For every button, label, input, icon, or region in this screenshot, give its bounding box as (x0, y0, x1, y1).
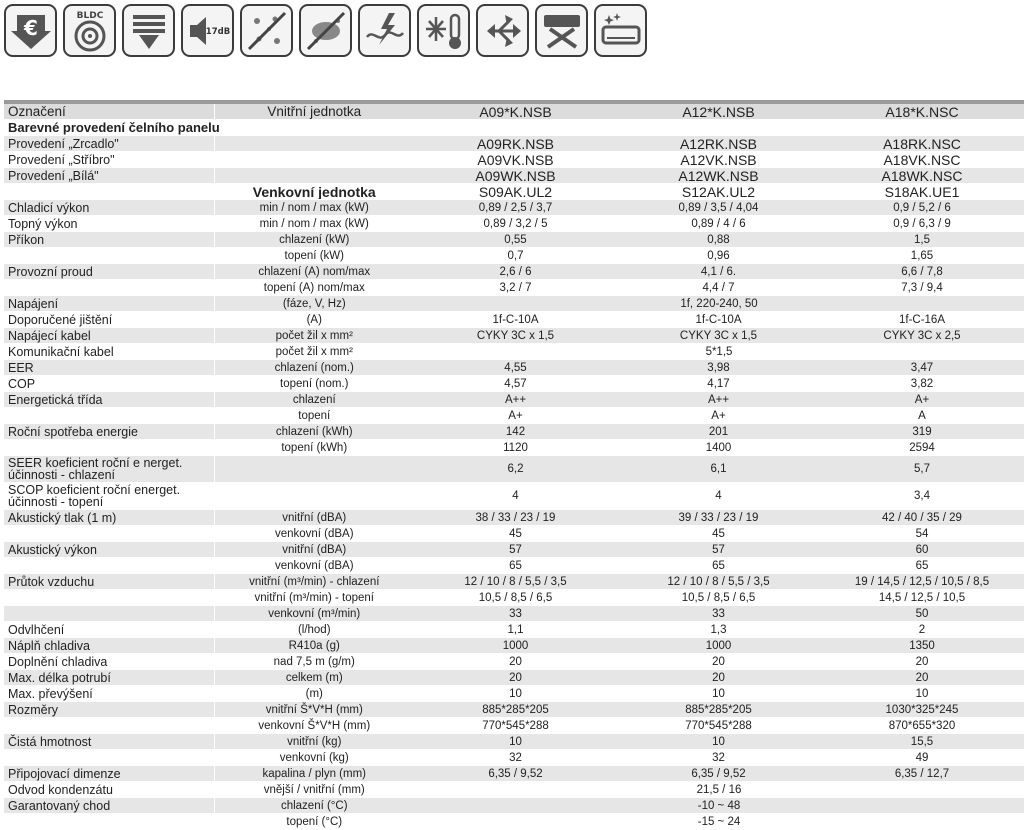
row-unit: venkovní (dBA) (214, 558, 414, 574)
row-value: CYKY 3C x 2,5 (820, 328, 1024, 344)
row-value: 0,89 / 2,5 / 3,7 (414, 200, 617, 216)
row-unit: chlazení (kWh) (214, 424, 414, 440)
row-value: 21,5 / 16 (414, 782, 1024, 798)
table-row (4, 798, 1024, 814)
outdoor-model: S18AK.UE1 (820, 184, 1024, 200)
row-unit: venkovní (m³/min) (214, 606, 414, 622)
row-value: A++ (414, 392, 617, 408)
row-label: Chladicí výkon (4, 200, 214, 216)
table-row (4, 638, 1024, 654)
row-value: 42 / 40 / 35 / 29 (820, 510, 1024, 526)
row-value: 6,35 / 9,52 (617, 766, 820, 782)
row-value: 12 / 10 / 8 / 5,5 / 3,5 (617, 574, 820, 590)
row-value: 20 (414, 654, 617, 670)
row-value: 45 (617, 526, 820, 542)
table-row (4, 440, 1024, 456)
row-value: 1400 (617, 440, 820, 456)
row-value: 65 (820, 558, 1024, 574)
row-value: A+ (820, 392, 1024, 408)
row-unit: topení (kW) (214, 248, 414, 264)
row-value: 1f-C-16A (820, 312, 1024, 328)
header-label: Označení (4, 102, 214, 120)
table-row (4, 734, 1024, 750)
row-value: 1f-C-10A (617, 312, 820, 328)
row-value: 1f, 220-240, 50 (414, 296, 1024, 312)
row-label: Provedení „Bílá" (4, 168, 214, 184)
row-value: 60 (820, 542, 1024, 558)
row-value: 38 / 33 / 23 / 19 (414, 510, 617, 526)
row-value: 4,57 (414, 376, 617, 392)
row-value: 1000 (617, 638, 820, 654)
row-unit: chlazení (°C) (214, 798, 414, 814)
row-label: Akustický tlak (1 m) (4, 510, 214, 526)
row-unit: (l/hod) (214, 622, 414, 638)
table-row (4, 296, 1024, 312)
noise-label: 17dB (205, 26, 230, 37)
table-row (4, 606, 1024, 622)
row-label: SEER koeficient roční e nerget. účinnosti - chlazení (4, 456, 214, 483)
header-model: A12*K.NSB (617, 102, 820, 120)
row-unit: min / nom / max (kW) (214, 216, 414, 232)
bldc-label: BLDC (76, 10, 103, 21)
row-unit: venkovní (kg) (214, 750, 414, 766)
clean-unit-icon (594, 4, 647, 57)
header-model: A09*K.NSB (414, 102, 617, 120)
row-value: 4,4 / 7 (617, 280, 820, 296)
row-unit (214, 456, 414, 483)
row-value: 10 (414, 686, 617, 702)
row-value: 1,65 (820, 248, 1024, 264)
row-label (4, 590, 214, 606)
row-value: 0,9 / 5,2 / 6 (820, 200, 1024, 216)
bldc-fan-icon (63, 4, 116, 57)
table-row (4, 248, 1024, 264)
row-value: 1030*325*245 (820, 702, 1024, 718)
model-code: A09WK.NSB (414, 168, 617, 184)
row-value: 10 (820, 686, 1024, 702)
row-value: -10 ~ 48 (414, 798, 1024, 814)
table-row (4, 574, 1024, 590)
table-row (4, 424, 1024, 440)
table-row (4, 200, 1024, 216)
row-value: -15 ~ 24 (414, 814, 1024, 830)
row-value: 33 (414, 606, 617, 622)
row-value: 49 (820, 750, 1024, 766)
row-unit: R410a (g) (214, 638, 414, 654)
row-value: 0,89 / 3,2 / 5 (414, 216, 617, 232)
row-unit: vnitřní (dBA) (214, 510, 414, 526)
table-header-row (4, 102, 1024, 120)
row-value: 3,98 (617, 360, 820, 376)
row-value: 1f-C-10A (414, 312, 617, 328)
row-value: 20 (617, 670, 820, 686)
row-value: 3,2 / 7 (414, 280, 617, 296)
row-value: 10,5 / 8,5 / 6,5 (414, 590, 617, 606)
row-value: 20 (414, 670, 617, 686)
row-value: 2 (820, 622, 1024, 638)
outdoor-model: S09AK.UL2 (414, 184, 617, 200)
row-value: 0,7 (414, 248, 617, 264)
row-value: 57 (617, 542, 820, 558)
row-value: 54 (820, 526, 1024, 542)
row-label: Akustický výkon (4, 542, 214, 558)
row-unit: vnitřní (m³/min) - topení (214, 590, 414, 606)
row-label: Čistá hmotnost (4, 734, 214, 750)
row-value: 65 (414, 558, 617, 574)
row-label (4, 408, 214, 424)
table-row (4, 670, 1024, 686)
table-row (4, 750, 1024, 766)
row-unit: celkem (m) (214, 670, 414, 686)
row-unit: nad 7,5 m (g/m) (214, 654, 414, 670)
row-unit (214, 483, 414, 510)
row-value: 1,5 (820, 232, 1024, 248)
row-label (4, 750, 214, 766)
row-value: 50 (820, 606, 1024, 622)
row-value: 5*1,5 (414, 344, 1024, 360)
table-row (4, 232, 1024, 248)
row-value: 0,88 (617, 232, 820, 248)
row-value: 885*285*205 (414, 702, 617, 718)
row-label: EER (4, 360, 214, 376)
row-label: Provozní proud (4, 264, 214, 280)
row-unit: vnitřní (kg) (214, 734, 414, 750)
euro-savings-icon (4, 4, 57, 57)
row-unit: vnitřní (m³/min) - chlazení (214, 574, 414, 590)
row-value: 15,5 (820, 734, 1024, 750)
row-value: 20 (617, 654, 820, 670)
row-value: 0,89 / 4 / 6 (617, 216, 820, 232)
row-unit: chlazení (214, 392, 414, 408)
row-label: SCOP koeficient roční energet. účinnosti - topení (4, 483, 214, 510)
row-unit: vnější / vnitřní (mm) (214, 782, 414, 798)
row-value: 6,2 (414, 456, 617, 483)
table-row (4, 344, 1024, 360)
row-value: 57 (414, 542, 617, 558)
row-value: 20 (820, 654, 1024, 670)
row-unit: počet žil x mm² (214, 328, 414, 344)
row-unit: chlazení (kW) (214, 232, 414, 248)
table-row (4, 558, 1024, 574)
row-label: Rozměry (4, 702, 214, 718)
row-value: 19 / 14,5 / 12,5 / 10,5 / 8,5 (820, 574, 1024, 590)
svg-text:€: € (23, 15, 38, 40)
table-row (4, 510, 1024, 526)
table-row (4, 686, 1024, 702)
row-value: 33 (617, 606, 820, 622)
row-value: 1350 (820, 638, 1024, 654)
row-value: 4 (617, 483, 820, 510)
row-value: 1120 (414, 440, 617, 456)
row-value: A (820, 408, 1024, 424)
table-row (4, 782, 1024, 798)
model-code: A09VK.NSB (414, 152, 617, 168)
table-row (4, 814, 1024, 830)
feature-icon-strip (4, 4, 647, 57)
table-row (4, 360, 1024, 376)
row-label (4, 526, 214, 542)
row-value: 6,35 / 9,52 (414, 766, 617, 782)
row-value: 32 (414, 750, 617, 766)
row-value: 1,3 (617, 622, 820, 638)
row-value: 4,55 (414, 360, 617, 376)
row-value: 1,1 (414, 622, 617, 638)
row-label: Příkon (4, 232, 214, 248)
row-value: 3,47 (820, 360, 1024, 376)
outdoor-unit-label: Venkovní jednotka (214, 184, 414, 200)
section-row (4, 120, 1024, 136)
model-code: A18WK.NSC (820, 168, 1024, 184)
row-value: 770*545*288 (617, 718, 820, 734)
row-value: 7,3 / 9,4 (820, 280, 1024, 296)
table-row (4, 392, 1024, 408)
row-unit: topení (A) nom/max (214, 280, 414, 296)
row-unit: topení (°C) (214, 814, 414, 830)
row-value: 65 (617, 558, 820, 574)
row-label: Napájení (4, 296, 214, 312)
model-row (4, 168, 1024, 184)
row-unit: venkovní (dBA) (214, 526, 414, 542)
table-row (4, 542, 1024, 558)
row-label: Doplnění chladiva (4, 654, 214, 670)
swing-directions-icon (476, 4, 529, 57)
row-value: 201 (617, 424, 820, 440)
row-unit: chlazení (A) nom/max (214, 264, 414, 280)
row-value: 2,6 / 6 (414, 264, 617, 280)
specification-table (4, 100, 1025, 830)
model-code: A18RK.NSC (820, 136, 1024, 152)
row-value: A+ (617, 408, 820, 424)
row-value: 2594 (820, 440, 1024, 456)
header-indoor-unit: Vnitřní jednotka (214, 102, 414, 120)
row-unit: venkovní Š*V*H (mm) (214, 718, 414, 734)
row-label: Provedení „Stříbro" (4, 152, 214, 168)
row-label (4, 440, 214, 456)
row-value: 870*655*320 (820, 718, 1024, 734)
row-value: 3,82 (820, 376, 1024, 392)
row-label: Garantovaný chod (4, 798, 214, 814)
row-label: Max. převýšení (4, 686, 214, 702)
row-unit: topení (nom.) (214, 376, 414, 392)
outdoor-model: S12AK.UL2 (617, 184, 820, 200)
row-value: 3,4 (820, 483, 1024, 510)
row-value: A+ (414, 408, 617, 424)
ionizer-icon (358, 4, 411, 57)
row-label (4, 718, 214, 734)
row-unit: (m) (214, 686, 414, 702)
row-label: Topný výkon (4, 216, 214, 232)
row-label: Odvod kondenzátu (4, 782, 214, 798)
model-code: A12VK.NSB (617, 152, 820, 168)
header-model: A18*K.NSC (820, 102, 1024, 120)
model-code: A12WK.NSB (617, 168, 820, 184)
row-value: 885*285*205 (617, 702, 820, 718)
row-value: 14,5 / 12,5 / 10,5 (820, 590, 1024, 606)
row-label: COP (4, 376, 214, 392)
row-unit: (A) (214, 312, 414, 328)
row-value: 319 (820, 424, 1024, 440)
row-label (4, 184, 214, 200)
row-value: 10 (414, 734, 617, 750)
row-value: 5,7 (820, 456, 1024, 483)
row-unit: (fáze, V, Hz) (214, 296, 414, 312)
row-label (4, 558, 214, 574)
row-label: Napájecí kabel (4, 328, 214, 344)
row-label: Provedení „Zrcadlo" (4, 136, 214, 152)
row-value: 10 (617, 686, 820, 702)
down-airflow-icon (122, 4, 175, 57)
row-value: CYKY 3C x 1,5 (617, 328, 820, 344)
row-label: Roční spotřeba energie (4, 424, 214, 440)
table-row (4, 526, 1024, 542)
model-code: A18VK.NSC (820, 152, 1024, 168)
row-value: 0,55 (414, 232, 617, 248)
anti-dust-icon (299, 4, 352, 57)
section-title: Barevné provedení čelního panelu (4, 120, 1024, 136)
row-label: Energetická třída (4, 392, 214, 408)
row-label (4, 280, 214, 296)
row-value: 0,96 (617, 248, 820, 264)
row-value: 770*545*288 (414, 718, 617, 734)
row-label (4, 606, 214, 622)
row-label: Max. délka potrubí (4, 670, 214, 686)
model-code: A12RK.NSB (617, 136, 820, 152)
row-unit: vnitřní (dBA) (214, 542, 414, 558)
table-row (4, 718, 1024, 734)
table-row (4, 483, 1024, 510)
row-value: 39 / 33 / 23 / 19 (617, 510, 820, 526)
table-row (4, 702, 1024, 718)
row-value: 142 (414, 424, 617, 440)
table-row (4, 408, 1024, 424)
anti-bacteria-icon (240, 4, 293, 57)
row-label: Připojovací dimenze (4, 766, 214, 782)
row-unit: počet žil x mm² (214, 344, 414, 360)
empty-cell (214, 152, 414, 168)
row-value: 6,1 (617, 456, 820, 483)
model-code: A09RK.NSB (414, 136, 617, 152)
row-value: 32 (617, 750, 820, 766)
table-row (4, 654, 1024, 670)
table-row (4, 280, 1024, 296)
row-unit: min / nom / max (kW) (214, 200, 414, 216)
row-value: 4 (414, 483, 617, 510)
model-row (4, 136, 1024, 152)
outdoor-unit-row (4, 184, 1024, 200)
table-row (4, 376, 1024, 392)
model-row (4, 152, 1024, 168)
row-unit: topení (kWh) (214, 440, 414, 456)
table-row (4, 312, 1024, 328)
low-noise-icon (181, 4, 234, 57)
row-value: 10,5 / 8,5 / 6,5 (617, 590, 820, 606)
row-value: CYKY 3C x 1,5 (414, 328, 617, 344)
table-row (4, 456, 1024, 483)
row-value: 6,6 / 7,8 (820, 264, 1024, 280)
row-label: Doporučené jištění (4, 312, 214, 328)
table-row (4, 766, 1024, 782)
row-label: Komunikační kabel (4, 344, 214, 360)
row-unit: topení (214, 408, 414, 424)
row-label: Náplň chladiva (4, 638, 214, 654)
table-row (4, 590, 1024, 606)
row-label: Průtok vzduchu (4, 574, 214, 590)
row-label (4, 248, 214, 264)
row-value: 0,89 / 3,5 / 4,04 (617, 200, 820, 216)
row-value: 4,1 / 6. (617, 264, 820, 280)
row-value: 12 / 10 / 8 / 5,5 / 3,5 (414, 574, 617, 590)
row-label: Odvlhčení (4, 622, 214, 638)
row-unit: vnitřní Š*V*H (mm) (214, 702, 414, 718)
row-label (4, 814, 214, 830)
row-value: 4,17 (617, 376, 820, 392)
table-row (4, 622, 1024, 638)
empty-cell (214, 136, 414, 152)
table-row (4, 264, 1024, 280)
row-value: 6,35 / 12,7 (820, 766, 1024, 782)
row-value: A++ (617, 392, 820, 408)
row-value: 0,9 / 6,3 / 9 (820, 216, 1024, 232)
row-value: 20 (820, 670, 1024, 686)
low-temperature-icon (417, 4, 470, 57)
service-tools-icon (535, 4, 588, 57)
table-row (4, 328, 1024, 344)
row-value: 10 (617, 734, 820, 750)
row-value: 45 (414, 526, 617, 542)
table-row (4, 216, 1024, 232)
row-unit: kapalina / plyn (mm) (214, 766, 414, 782)
empty-cell (214, 168, 414, 184)
row-value: 1000 (414, 638, 617, 654)
row-unit: chlazení (nom.) (214, 360, 414, 376)
